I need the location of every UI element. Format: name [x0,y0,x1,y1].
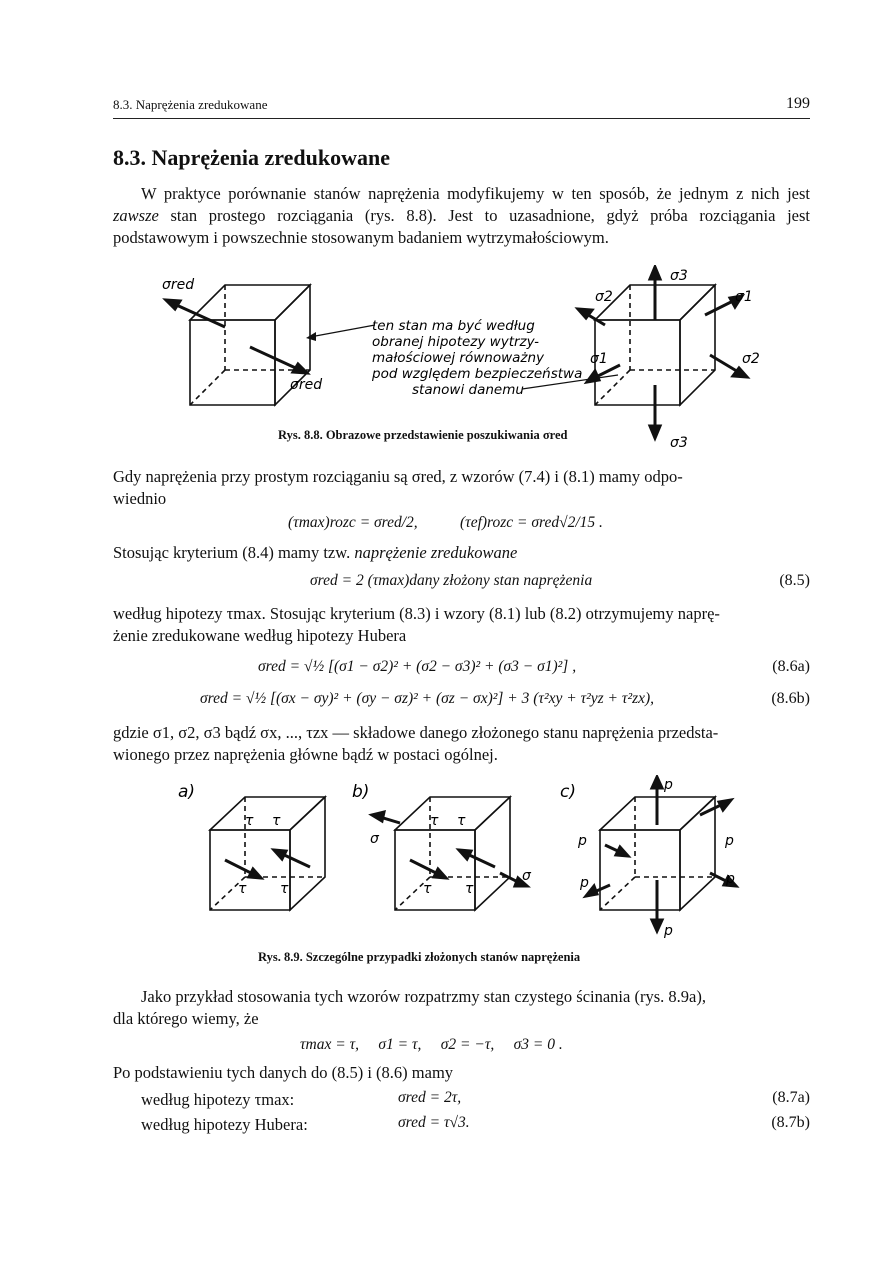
cube-b [395,797,510,910]
right-sigma-1-right: σ1 [735,289,753,305]
cube-c-p-top: p [664,777,673,793]
left-cube-arrows [166,300,307,373]
fig-b-label: b) [352,782,370,802]
cube-b-tau-4: τ [465,881,474,897]
para-3-text: Stosując kryterium (8.4) mamy tzw. [113,543,355,562]
figure-8-9-caption: Rys. 8.9. Szczególne przypadki złożonych stanów naprężenia [258,950,581,964]
fig-c-label: c) [560,782,576,802]
para-5-line-1: gdzie σ1, σ2, σ3 bądź σx, ..., τzx — składowe danego złożonego stanu naprężenia przedsta- [113,723,719,742]
eq-shear: τmax = τ, σ1 = τ, σ2 = −τ, σ3 = 0 . [300,1036,563,1053]
right-sigma-1-left: σ1 [590,351,608,367]
para-2-line-2: wiednio [113,489,167,508]
cube-b-tau-3: τ [423,881,432,897]
result-a-label: według hipotezy τmax: [141,1090,295,1109]
eq-8-6b: σred = √½ [(σx − σy)² + (σy − σz)² + (σz − σx)²] + 3 (τ²xy + τ²yz + τ²zx), [200,690,655,707]
cube-a-tau-2: τ [272,813,281,829]
annotation-pointer-left [310,325,375,337]
intro-paragraph [113,183,810,249]
para-5-line-2: wionego przez naprężenia główne bądź w postaci ogólnej. [113,745,498,764]
para-4-line-2: żenie zredukowane według hipotezy Hubera [113,626,407,645]
para-6-line-2: dla którego wiemy, że [113,1009,259,1028]
cube-a-tau-3: τ [238,881,247,897]
para-4-line-1: według hipotezy τmax. Stosując kryterium (8.3) i wzory (8.1) lub (8.2) otrzymujemy naprę- [113,604,720,623]
header-rule [113,118,810,119]
result-a-number: (8.7a) [772,1089,810,1106]
section-title: 8.3. Naprężenia zredukowane [113,145,391,170]
result-a-body: σred = 2τ, [398,1089,462,1106]
intro-italic: zawsze [113,206,159,225]
cube-c-p-left-top: p [578,833,587,849]
figure-8-8 [150,265,790,450]
right-sigma-2-top: σ2 [595,289,613,305]
para-6-line-1: Jako przykład stosowania tych wzorów rozpatrzmy stan czystego ścinania (rys. 8.9a), [141,987,706,1006]
right-sigma-3-bottom: σ3 [670,435,688,450]
result-b-label: według hipotezy Hubera: [141,1115,308,1134]
para-2-line-1: Gdy naprężenia przy prostym rozciąganiu są σred, z wzorów (7.4) i (8.1) mamy odpo- [113,467,683,486]
figure-8-9 [160,775,780,940]
running-header: 8.3. Naprężenia zredukowane [113,97,268,112]
cube-b-sigma-right: σ [522,868,531,884]
page-number: 199 [786,95,810,112]
annotation-line-4: pod względem bezpieczeństwa [372,366,583,382]
cube-b-sigma-left: σ [370,831,379,847]
cube-a [210,797,325,910]
result-b-body: σred = τ√3. [398,1114,470,1131]
annotation-line-2: obranej hipotezy wytrzy- [372,334,539,350]
left-sigma-red-top: σred [162,277,195,293]
para-3-italic: naprężenie zredukowane [354,543,518,562]
para-7: Po podstawieniu tych danych do (8.5) i (8.6) mamy [113,1063,454,1082]
eq-8-6b-number: (8.6b) [771,690,810,707]
intro-text-2: stan prostego rozciągania (rys. 8.8). Jest to uzasadnione, gdyż próba rozciągania jest podstawowym i powszechnie stosowanym badaniem wytrzymałościowym. [113,206,810,247]
annotation-line-5: stanowi danemu [412,382,524,398]
cube-c-p-right-bottom: p [726,871,735,887]
cube-c-p-left-bottom: p [580,875,589,891]
cube-c-p-bottom: p [664,923,673,939]
cube-a-tau-1: τ [245,813,254,829]
annotation-line-3: małościowej równoważny [372,350,545,366]
fig-a-label: a) [178,782,196,802]
intro-text-1: W praktyce porównanie stanów naprężenia modyfikujemy w ten sposób, że jednym z nich jest [141,184,810,203]
annotation-line-1: ten stan ma być według [372,318,535,334]
cube-c-p-right-top: p [725,833,734,849]
cube-a-arrows [225,850,310,878]
result-b-number: (8.7b) [771,1114,810,1131]
cube-b-tau-1: τ [430,813,439,829]
figure-8-8-caption: Rys. 8.8. Obrazowe przedstawienie poszukiwania σred [278,428,568,442]
right-sigma-3-top: σ3 [670,268,688,284]
eq-8-6a-number: (8.6a) [772,658,810,675]
cube-a-tau-4: τ [280,881,289,897]
para-3 [113,542,517,564]
eq-8-6a: σred = √½ [(σ1 − σ2)² + (σ2 − σ3)² + (σ3 − σ1)²] , [258,658,577,675]
eq-tau-right: (τef)rozc = σred√2/15 . [460,514,603,531]
eq-8-5-number: (8.5) [779,572,810,589]
cube-b-tau-2: τ [457,813,466,829]
right-sigma-2-right: σ2 [742,351,760,367]
eq-tau-left: (τmax)rozc = σred/2, [288,514,418,531]
cube-c-arrows [586,777,736,931]
eq-8-5: σred = 2 (τmax)dany złożony stan naprężenia [310,572,593,589]
left-sigma-red-bottom: σred [290,377,323,393]
